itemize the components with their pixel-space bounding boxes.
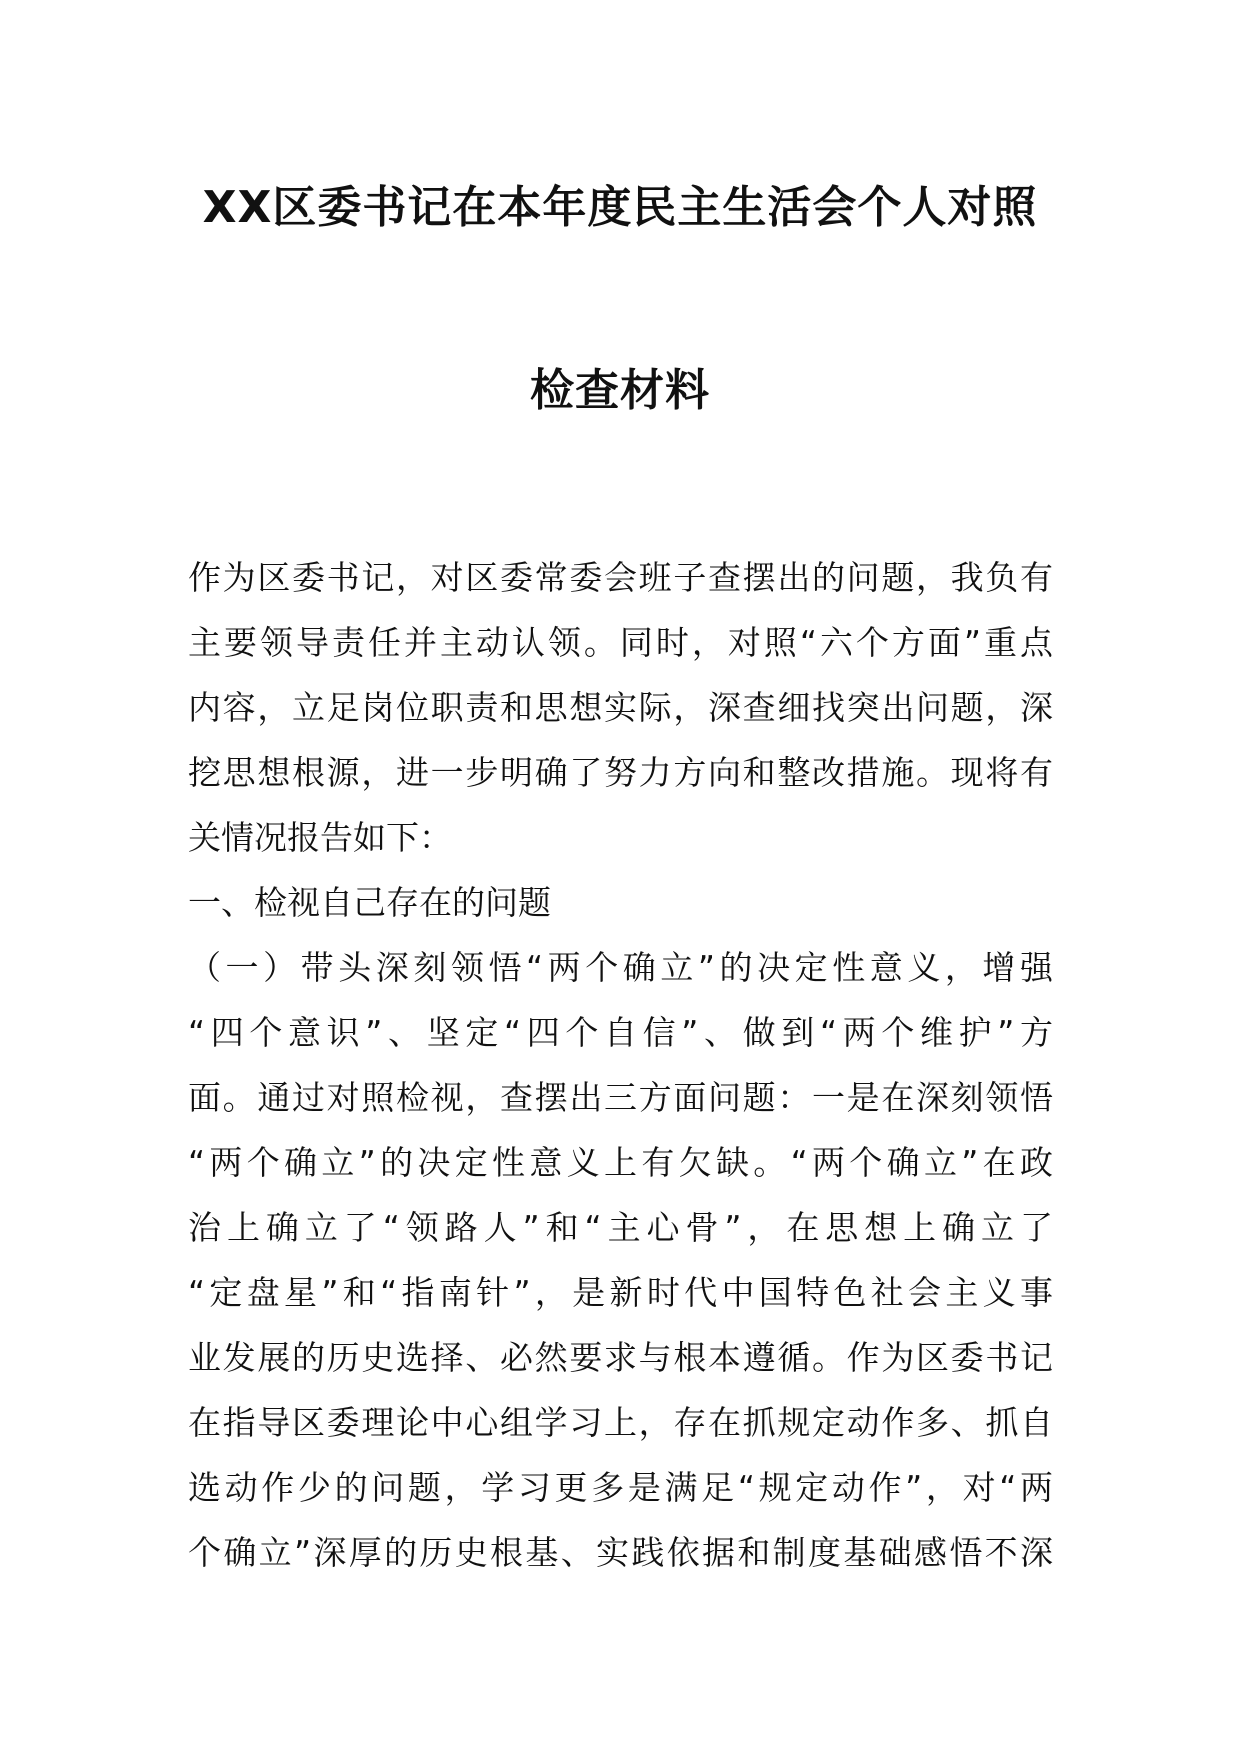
body-line: 内容，立足岗位职责和思想实际，深查细找突出问题，深 [188,688,1053,727]
body-line: “定盘星”和“指南针”，是新时代中国特色社会主义事 [188,1273,1053,1312]
body-line: （一）带头深刻领悟“两个确立”的决定性意义，增强 [188,948,1053,987]
body-line: 个确立”深厚的历史根基、实践依据和制度基础感悟不深 [188,1533,1053,1572]
body-line: 在指导区委理论中心组学习上，存在抓规定动作多、抓自 [188,1403,1053,1442]
document-body [188,545,1053,1585]
body-line: 挖思想根源，进一步明确了努力方向和整改措施。现将有 [188,753,1053,792]
body-line: 作为区委书记，对区委常委会班子查摆出的问题，我负有 [188,558,1053,597]
body-line: 面。通过对照检视，查摆出三方面问题：一是在深刻领悟 [188,1078,1053,1117]
body-line: 主要领导责任并主动认领。同时，对照“六个方面”重点 [188,623,1053,662]
body-line: 关情况报告如下： [188,818,452,857]
body-line: 治上确立了“领路人”和“主心骨”，在思想上确立了 [188,1208,1053,1247]
body-line: 选动作少的问题，学习更多是满足“规定动作”，对“两 [188,1468,1053,1507]
document-title-line-1: XX区委书记在本年度民主生活会个人对照 [202,182,1038,233]
section-heading: 一、检视自己存在的问题 [188,883,551,922]
document-title-line-2: 检查材料 [530,365,710,416]
body-line: “四个意识”、坚定“四个自信”、做到“两个维护”方 [188,1013,1053,1052]
body-line: 业发展的历史选择、必然要求与根本遵循。作为区委书记 [188,1338,1053,1377]
body-line: “两个确立”的决定性意义上有欠缺。“两个确立”在政 [188,1143,1053,1182]
